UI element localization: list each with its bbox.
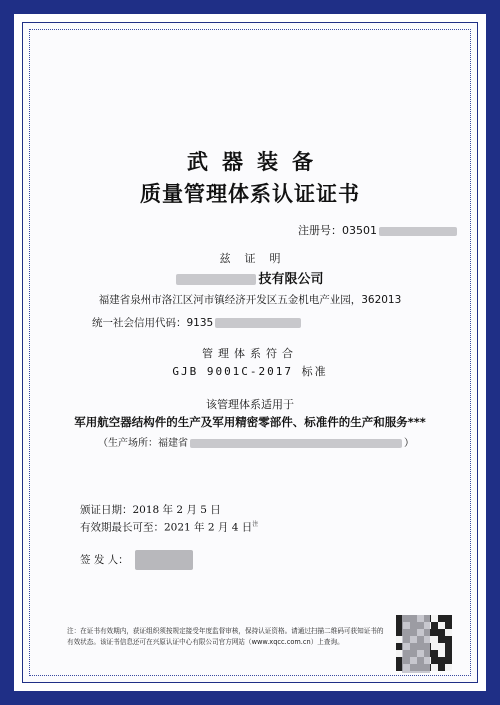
registration-number <box>298 222 457 238</box>
issue-date: 2018 年 2 月 5 日 <box>132 504 221 516</box>
valid-date-line <box>80 519 258 535</box>
scope-intro: 该管理体系适用于 <box>206 398 294 411</box>
registration-number-visible: 03501 <box>342 224 377 237</box>
issue-date-label: 颁证日期： <box>80 504 133 516</box>
redacted-company-prefix <box>176 274 256 285</box>
redacted-site <box>190 439 402 448</box>
issue-date-line <box>80 502 221 517</box>
company-name-visible: 技有限公司 <box>258 272 324 287</box>
production-site <box>98 434 414 449</box>
site-prefix: （生产场所：福建省 <box>98 438 188 449</box>
company-address: 福建省泉州市洛江区河市镇经济开发区五金机电产业园，362013 <box>98 294 402 306</box>
redacted-credit-code <box>215 318 301 328</box>
site-suffix: ） <box>404 438 414 449</box>
valid-date: 2021 年 2 月 4 日 <box>164 521 253 534</box>
registration-label: 注册号： <box>298 224 342 237</box>
credit-code-visible: 9135 <box>186 317 214 329</box>
redacted-registration <box>379 227 457 236</box>
credit-code-label: 统一社会信用代码： <box>92 317 187 329</box>
scope-text: 军用航空器结构件的生产及军用精密零部件、标准件的生产和服务*** <box>74 415 426 429</box>
redacted-signature <box>135 550 193 570</box>
credit-code <box>92 315 301 330</box>
standard-line: GJB 9001C-2017 标准 <box>172 365 328 378</box>
signer-line <box>80 550 193 570</box>
certify-heading: 兹证明 <box>219 252 295 265</box>
redacted-stamp <box>402 615 430 673</box>
company-name <box>0 268 500 287</box>
certificate-title-line1: 武器装备 <box>187 150 327 174</box>
valid-date-label: 有效期最长可至： <box>80 521 164 534</box>
footnote: 注：在证书有效期内，获证组织须按规定接受年度监督审核，保持认证资格。请通过扫描二维码可获知证书的有效状态。该证书信息还可在兴原认证中心有限公司官方网站（www.xqcc.com.cn）上查询。 <box>67 627 384 646</box>
signer-label: 签 发 人： <box>80 554 129 566</box>
management-system-line: 管理体系符合 <box>202 347 298 360</box>
certificate-title-line2: 质量管理体系认证证书 <box>140 182 360 206</box>
valid-date-note: 注 <box>252 521 259 528</box>
